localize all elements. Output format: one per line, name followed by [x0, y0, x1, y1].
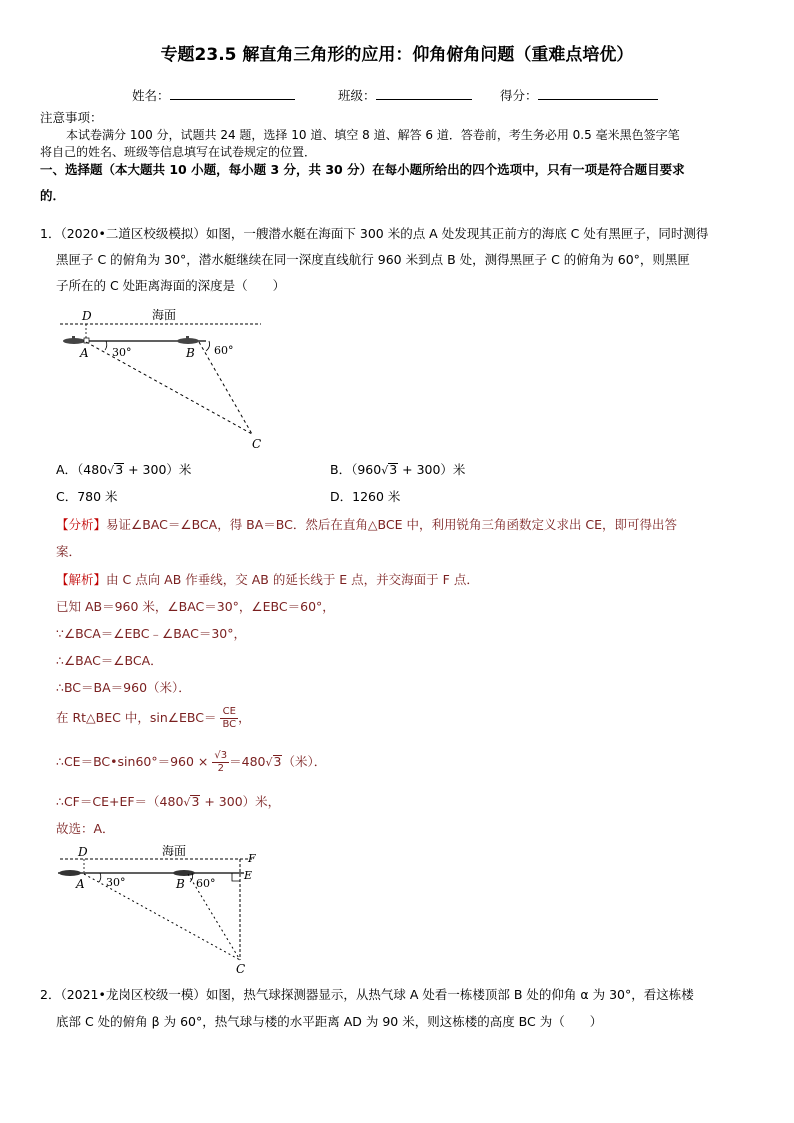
label-c: C — [252, 437, 262, 451]
q2-line-2: 底部 C 处的俯角 β 为 60°，热气球与楼的水平距离 AD 为 90 米，则这栋楼的高度 BC 为（ ） — [56, 1014, 603, 1029]
sightline-ac — [84, 874, 240, 960]
option-c[interactable]: C．780 米 — [56, 489, 118, 504]
name-blank[interactable] — [170, 87, 295, 100]
notice-line-1: 本试卷满分 100 分，试题共 24 题，选择 10 道、填空 8 道、解答 6 道．答卷前，考生务必用 0.5 毫米黑色签字笔 — [66, 128, 680, 142]
q2-line-1: 2．（2021•龙岗区校级一模）如图，热气球探测器显示，从热气球 A 处看一栋楼顶部 B 处的仰角 α 为 30°，看这栋楼 — [40, 987, 694, 1002]
solution-7-radicand: 3 — [273, 754, 282, 769]
label-f: F — [248, 852, 256, 865]
fraction-numerator: CE — [220, 706, 238, 719]
solution-line-5: ∴BC＝BA＝960（米）． — [56, 680, 191, 695]
solution-line-8: ∴CF＝CE+EF＝（480√3 + 300）米， — [56, 794, 281, 809]
solution-6-suffix: ， — [238, 710, 251, 725]
q1-figure — [56, 306, 276, 456]
class-field — [338, 86, 472, 104]
option-b-prefix: B．（960 — [330, 462, 382, 477]
q1-line-3: 子所在的 C 处距离海面的深度是（ ） — [56, 278, 286, 293]
section-heading-line-1: 一、选择题（本大题共 10 小题，每小题 3 分，共 30 分）在每小题所给出的四个选项中，只有一项是符合题目要求 — [40, 162, 685, 177]
angle-a-label: 30° — [112, 346, 132, 359]
analysis-text: 易证∠BAC＝∠BCA，得 BA＝BC．然后在直角△BCE 中，利用锐角三角函数定义求出 CE，即可得出答 — [106, 517, 678, 532]
q1-line-2: 黑匣子 C 的俯角为 30°，潜水艇继续在同一深度直线航行 960 米到点 B 处，测得黑匣子 C 的俯角为 60°，则黑匣 — [56, 252, 690, 267]
name-field — [132, 86, 295, 104]
label-d: D — [78, 845, 88, 859]
section-heading-line-2: 的． — [40, 188, 66, 203]
label-sea: 海面 — [152, 308, 177, 322]
fraction-denominator: BC — [222, 719, 237, 730]
label-b: B — [176, 877, 185, 891]
option-a[interactable]: A．（480√3 + 300）米 — [56, 462, 192, 477]
solution-7-prefix: ∴CE＝BC•sin60°＝960 × — [56, 754, 209, 769]
notice-line-2: 将自己的姓名、班级等信息填写在试卷规定的位置． — [40, 145, 317, 159]
angle-b-arc — [206, 341, 210, 351]
option-a-prefix: A．（480 — [56, 462, 108, 477]
option-a-suffix: + 300）米 — [124, 462, 192, 477]
class-label: 班级： — [338, 88, 376, 103]
label-a: A — [76, 877, 85, 891]
class-blank[interactable] — [376, 87, 472, 100]
label-sea: 海面 — [162, 844, 187, 858]
submarine-b-icon — [173, 870, 195, 876]
solution-line-9: 故选：A． — [56, 821, 115, 836]
score-label: 得分： — [500, 88, 538, 103]
solution-8-prefix: ∴CF＝CE+EF＝（480 — [56, 794, 184, 809]
angle-b-label: 60° — [214, 344, 234, 357]
score-blank[interactable] — [538, 87, 658, 100]
notice-heading: 注意事项： — [40, 110, 103, 125]
solution-line-6 — [56, 706, 251, 731]
label-c: C — [236, 962, 246, 976]
analysis-tag: 【分析】 — [56, 517, 107, 532]
label-e: E — [244, 869, 253, 882]
q1-solution-figure — [56, 842, 276, 980]
submarine-b-icon — [177, 336, 199, 344]
right-angle-mark — [232, 873, 240, 881]
submarine-a-icon — [63, 336, 89, 344]
solution-tag: 【解析】 — [56, 572, 107, 587]
fraction-denominator: 2 — [217, 763, 224, 774]
score-field — [500, 86, 658, 104]
fraction-numerator: √3 — [214, 750, 228, 761]
solution-line-4: ∴∠BAC＝∠BCA． — [56, 653, 163, 668]
solution-8-suffix: + 300）米， — [200, 794, 281, 809]
option-b-radicand: 3 — [389, 462, 398, 477]
option-a-radicand: 3 — [115, 462, 124, 477]
angle-a-label: 30° — [106, 876, 126, 889]
option-d[interactable]: D．1260 米 — [330, 489, 401, 504]
solution-8-radicand: 3 — [191, 794, 200, 809]
option-b[interactable]: B．（960√3 + 300）米 — [330, 462, 466, 477]
label-d: D — [82, 309, 92, 323]
name-label: 姓名： — [132, 88, 170, 103]
label-a: A — [80, 346, 89, 360]
solution-line-2: 已知 AB＝960 米，∠BAC＝30°，∠EBC＝60°， — [56, 599, 335, 614]
angle-b-label: 60° — [196, 877, 216, 890]
page-title: 专题23.5 解直角三角形的应用：仰角俯角问题（重难点培优） — [160, 45, 634, 65]
option-b-suffix: + 300）米 — [398, 462, 466, 477]
solution-6-prefix: 在 Rt△BEC 中，sin∠EBC＝ — [56, 710, 217, 725]
angle-a-arc — [99, 873, 101, 882]
q1-line-1: 1．（2020•二道区校级模拟）如图，一艘潜水艇在海面下 300 米的点 A 处发现其正前方的海底 C 处有黑匣子，同时测得 — [40, 226, 709, 241]
solution-line-3: ∵∠BCA＝∠EBC﹣∠BAC＝30°， — [56, 626, 246, 641]
solution-7-mid: ＝480 — [229, 754, 266, 769]
angle-a-arc — [105, 341, 107, 350]
analysis-line-2: 案． — [56, 544, 82, 559]
solution-7-suffix: （米）． — [282, 754, 327, 769]
submarine-a-icon — [59, 870, 81, 876]
analysis-line-1 — [56, 515, 677, 533]
solution-line-7: ∴CE＝BC•sin60°＝960 × $\frac{√3}{2}$ ＝480√3（米）． — [56, 750, 327, 774]
solution-line-1 — [56, 570, 479, 588]
label-b: B — [186, 346, 195, 360]
solution-text-1: 由 C 点向 AB 作垂线，交 AB 的延长线于 E 点，并交海面于 F 点． — [106, 572, 479, 587]
